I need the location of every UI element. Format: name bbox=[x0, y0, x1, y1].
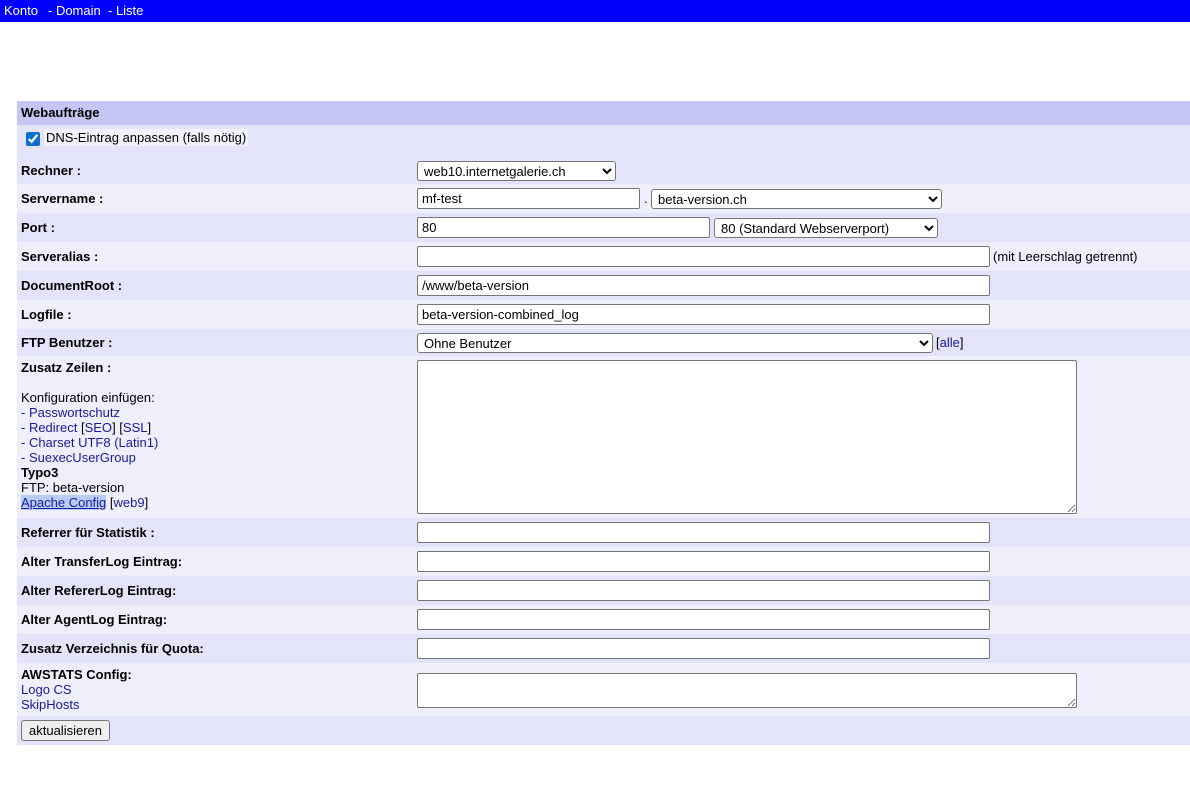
referrer-label: Referrer für Statistik : bbox=[21, 525, 155, 540]
nav-konto-link[interactable]: Konto bbox=[4, 3, 38, 18]
servername-row bbox=[17, 184, 1190, 213]
aktualisieren-button[interactable]: aktualisieren bbox=[21, 720, 110, 741]
transferlog-label: Alter TransferLog Eintrag: bbox=[21, 554, 183, 569]
servername-dot: . bbox=[644, 191, 648, 206]
port-input[interactable] bbox=[417, 217, 710, 238]
refererlog-label: Alter RefererLog Eintrag: bbox=[21, 583, 177, 598]
referrer-row bbox=[17, 518, 1190, 547]
ftp-label: FTP Benutzer : bbox=[21, 335, 113, 350]
awstats-row bbox=[17, 663, 1190, 716]
servername-label: Servername : bbox=[21, 191, 104, 206]
ssl-link[interactable]: SSL bbox=[122, 420, 148, 435]
ftp-all-link[interactable]: alle bbox=[939, 335, 960, 350]
quota-label: Zusatz Verzeichnis für Quota: bbox=[21, 641, 204, 656]
rechner-label: Rechner : bbox=[21, 163, 81, 178]
charset-utf8-link[interactable]: - Charset UTF8 bbox=[21, 435, 111, 450]
awstats-label: AWSTATS Config: bbox=[21, 667, 132, 682]
ftp-row bbox=[17, 329, 1190, 356]
typo3-heading: Typo3 bbox=[21, 465, 59, 480]
servername-input[interactable] bbox=[417, 188, 640, 209]
rechner-select[interactable] bbox=[417, 161, 616, 181]
section-header bbox=[17, 101, 1190, 125]
refererlog-input[interactable] bbox=[417, 580, 990, 601]
transferlog-row bbox=[17, 547, 1190, 576]
documentroot-input[interactable] bbox=[417, 275, 990, 296]
dns-checkbox-label: DNS-Eintrag anpassen (falls nötig) bbox=[46, 130, 247, 145]
port-select[interactable] bbox=[714, 218, 938, 238]
logfile-row bbox=[17, 300, 1190, 329]
skiphosts-link[interactable]: SkipHosts bbox=[21, 697, 80, 712]
submit-row bbox=[17, 716, 1190, 745]
nav-liste-link[interactable]: - Liste bbox=[108, 3, 144, 18]
rechner-row bbox=[17, 157, 1190, 184]
refererlog-row bbox=[17, 576, 1190, 605]
web9-link[interactable]: web9 bbox=[113, 495, 145, 510]
agentlog-row bbox=[17, 605, 1190, 634]
awstats-links bbox=[21, 667, 132, 712]
redirect-link[interactable]: - Redirect bbox=[21, 420, 78, 435]
agentlog-input[interactable] bbox=[417, 609, 990, 630]
top-nav-bar bbox=[0, 0, 1190, 22]
nav-domain-link[interactable]: - Domain bbox=[48, 3, 101, 18]
seo-link[interactable]: SEO bbox=[84, 420, 113, 435]
servername-domain-select[interactable] bbox=[651, 189, 942, 209]
serveralias-hint: (mit Leerschlag getrennt) bbox=[993, 249, 1138, 264]
documentroot-label: DocumentRoot : bbox=[21, 278, 123, 293]
serveralias-label: Serveralias : bbox=[21, 249, 99, 264]
logfile-input[interactable] bbox=[417, 304, 990, 325]
agentlog-label: Alter AgentLog Eintrag: bbox=[21, 612, 168, 627]
section-title: Webaufträge bbox=[21, 105, 100, 120]
ftp-info: FTP: beta-version bbox=[21, 480, 125, 495]
port-label: Port : bbox=[21, 220, 55, 235]
logfile-label: Logfile : bbox=[21, 307, 72, 322]
zusatz-textarea[interactable] bbox=[417, 360, 1077, 514]
suexec-link[interactable]: - SuexecUserGroup bbox=[21, 450, 136, 465]
dns-row bbox=[17, 125, 1190, 157]
transferlog-input[interactable] bbox=[417, 551, 990, 572]
referrer-input[interactable] bbox=[417, 522, 990, 543]
config-insert-list: Konfiguration einfügen: - Passwortschutz - Redirect [SEO] [SSL] - Charset UTF8 (Latin1) - SuexecUserGroup Typo3 FTP: beta-version Apache Config [web9] bbox=[21, 390, 159, 510]
serveralias-row bbox=[17, 242, 1190, 271]
passwortschutz-link[interactable]: - Passwortschutz bbox=[21, 405, 120, 420]
apache-config-link[interactable]: Apache Config bbox=[21, 495, 107, 510]
quota-input[interactable] bbox=[417, 638, 990, 659]
ftp-all-wrapper: [alle] bbox=[936, 335, 964, 350]
logo-cs-link[interactable]: Logo CS bbox=[21, 682, 72, 697]
ftp-user-select[interactable] bbox=[417, 333, 933, 353]
port-row bbox=[17, 213, 1190, 242]
zusatz-row bbox=[17, 356, 1190, 518]
awstats-textarea[interactable] bbox=[417, 673, 1077, 708]
dns-checkbox[interactable] bbox=[26, 132, 40, 146]
documentroot-row bbox=[17, 271, 1190, 300]
config-heading: Konfiguration einfügen: bbox=[21, 390, 155, 405]
charset-latin1-link[interactable]: (Latin1) bbox=[114, 435, 159, 450]
serveralias-input[interactable] bbox=[417, 246, 990, 267]
zusatz-label: Zusatz Zeilen : bbox=[21, 360, 112, 375]
quota-row bbox=[17, 634, 1190, 663]
